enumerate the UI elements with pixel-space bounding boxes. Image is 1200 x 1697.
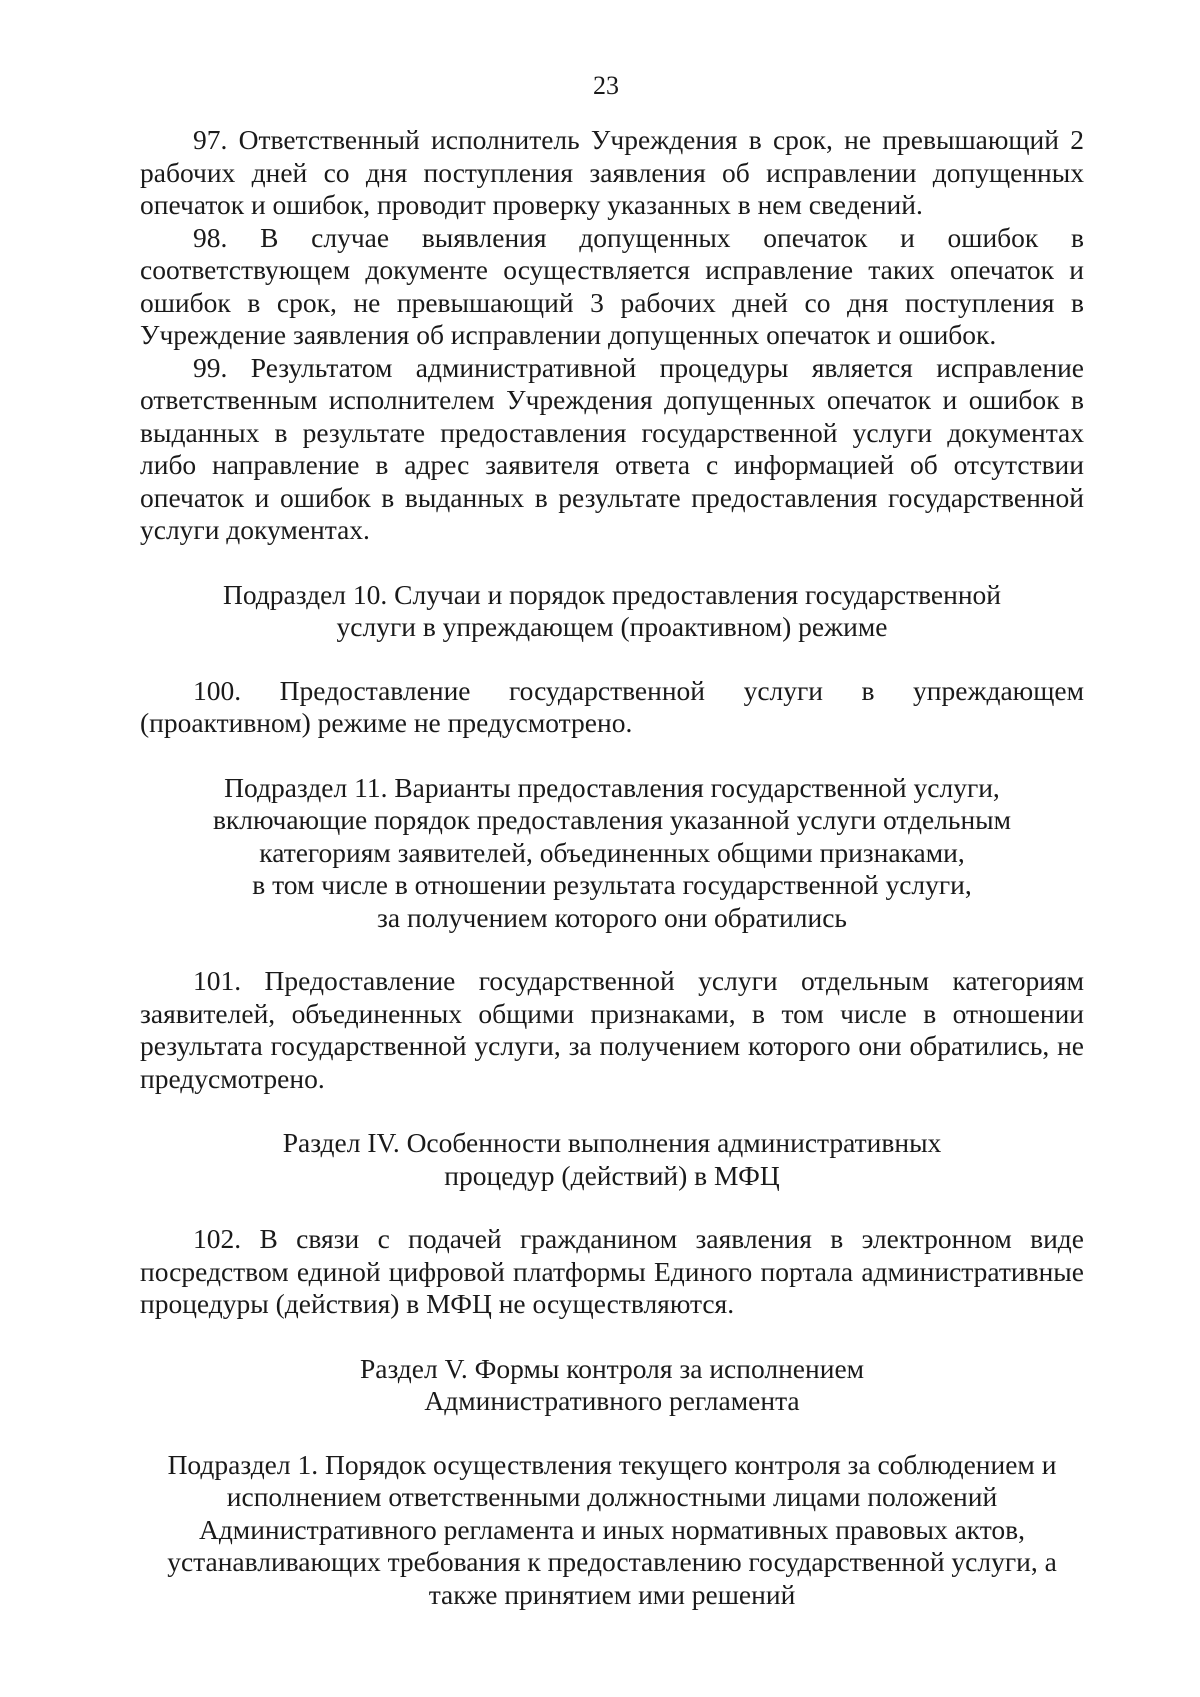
heading-line: Подраздел 10. Случаи и порядок предоставления государственной [222, 578, 1002, 610]
document-body [140, 124, 1084, 1611]
paragraph-102: 102. В связи с подачей гражданином заявления в электронном виде посредством единой цифровой платформы Единого портала административные процедуры (действия) в МФЦ не осуществляются. [140, 1223, 1084, 1319]
paragraph-97: 97. Ответственный исполнитель Учреждения в срок, не превышающий 2 рабочих дней со дня поступления заявления об исправлении допущенных опечаток и ошибок, проводит проверку указанных в нем сведений. [140, 124, 1084, 220]
heading-line: включающие порядок предоставления указанной услуги отдельным [212, 804, 1012, 835]
heading-line: Административного регламента и иных нормативных правовых актов, [198, 1513, 1026, 1545]
page-number: 23 [593, 71, 619, 100]
paragraph-100: 100. Предоставление государственной услуги в упреждающем (проактивном) режиме не предусмотрено. [140, 674, 1084, 738]
heading-subsection-10 [140, 579, 1084, 644]
heading-line: Административного регламента [424, 1385, 800, 1416]
heading-line: услуги в упреждающем (проактивном) режиме [336, 611, 888, 642]
heading-line: за получением которого они обратились [377, 901, 847, 933]
heading-line: Подраздел 11. Варианты предоставления государственной услуги, [224, 771, 1000, 803]
heading-line: Раздел IV. Особенности выполнения административных [282, 1127, 942, 1158]
heading-line: исполнением ответственными должностными лицами положений [226, 1481, 998, 1512]
heading-line: в том числе в отношении результата государственной услуги, [252, 869, 972, 900]
paragraph-99: 99. Результатом административной процедуры является исправление ответственным исполнителем Учреждения допущенных опечаток и ошибок в выданных в результате предоставления государственной услуги документах либо направление в адрес заявителя ответа с информацией об отсутствии опечаток и ошибок в выданных в результате предоставления государственной услуги документах. [140, 351, 1084, 545]
heading-subsection-11 [140, 772, 1084, 935]
heading-line: процедур (действий) в МФЦ [444, 1159, 780, 1191]
paragraph-101: 101. Предоставление государственной услуги отдельным категориям заявителей, объединенных общими признаками, в том числе в отношении результата государственной услуги, за получением которого они обратились, не предусмотрено. [140, 965, 1084, 1094]
heading-section-5 [140, 1353, 1084, 1418]
heading-line: категориям заявителей, объединенных общими признаками, [259, 836, 965, 868]
paragraph-98: 98. В случае выявления допущенных опечаток и ошибок в соответствующем документе осуществляется исправление таких опечаток и ошибок в срок, не превышающий 3 рабочих дней со дня поступления в Учреждение заявления об исправлении допущенных опечаток и ошибок. [140, 221, 1084, 350]
heading-line: также принятием ими решений [428, 1578, 796, 1610]
heading-line: Раздел V. Формы контроля за исполнением [359, 1352, 865, 1384]
heading-line: устанавливающих требования к предоставлению государственной услуги, а [167, 1546, 1057, 1577]
heading-line: Подраздел 1. Порядок осуществления текущего контроля за соблюдением и [167, 1448, 1057, 1480]
heading-section-4 [140, 1127, 1084, 1192]
heading-subsection-1 [140, 1449, 1084, 1612]
